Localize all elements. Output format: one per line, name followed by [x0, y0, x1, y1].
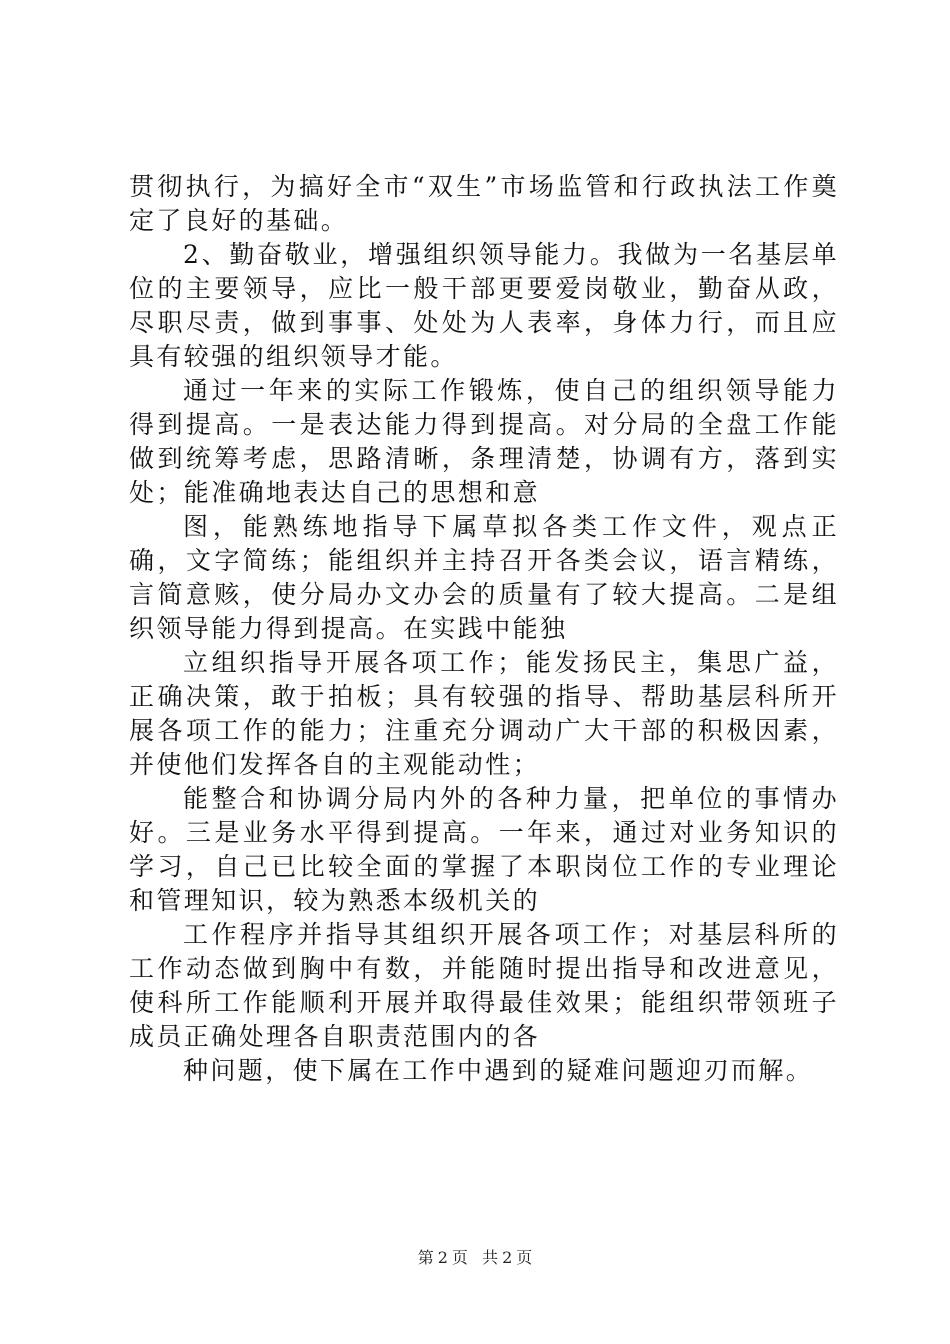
paragraph-4: 图，能熟练地指导下属草拟各类工作文件，观点正确，文字简练；能组织并主持召开各类会议，语言精练，言简意赅，使分局办文办会的质量有了较大提高。二是组织领导能力得到提高。在实践中能独: [129, 512, 839, 643]
paragraph-2: 2、勤奋敬业，增强组织领导能力。我做为一名基层单位的主要领导，应比一般干部更要爱岗敬业，勤奋从政，尽职尽责，做到事事、处处为人表率，身体力行，而且应具有较强的组织领导才能。: [129, 240, 839, 371]
paragraph-1: 贯彻执行，为搞好全市“双生”市场监管和行政执法工作奠定了良好的基础。: [129, 172, 839, 235]
paragraph-8: 种问题，使下属在工作中遇到的疑难问题迎刃而解。: [183, 1056, 814, 1085]
page-label: 第: [417, 1248, 434, 1267]
paragraph-6: 能整合和协调分局内外的各种力量，把单位的事情办好。三是业务水平得到提高。一年来，通过对业务知识的学习，自己已比较全面的掌握了本职岗位工作的专业理论和管理知识，较为熟悉本级机关的: [129, 784, 839, 915]
paragraph-7: 工作程序并指导其组织开展各项工作；对基层科所的工作动态做到胸中有数，并能随时提出指导和改进意见，使科所工作能顺利开展并取得最佳效果；能组织带领班子成员正确处理各自职责范围内的各: [129, 920, 839, 1051]
page-unit: 页: [451, 1248, 468, 1267]
paragraph-5: 立组织指导开展各项工作；能发扬民主，集思广益，正确决策，敢于拍板；具有较强的指导、帮助基层科所开展各项工作的能力；注重充分调动广大干部的积极因素，并使他们发挥各自的主观能动性；: [129, 648, 839, 779]
page-footer: [0, 1245, 950, 1268]
total-label: 共: [482, 1248, 499, 1267]
total-pages: 2: [502, 1248, 513, 1267]
paragraph-3: 通过一年来的实际工作锻炼，使自己的组织领导能力得到提高。一是表达能力得到提高。对分局的全盘工作能做到统筹考虑，思路清晰，条理清楚，协调有方，落到实处；能准确地表达自己的思想和意: [129, 376, 839, 507]
page-number: 2: [437, 1248, 448, 1267]
total-unit: 页: [516, 1248, 533, 1267]
document-body: [129, 170, 839, 1088]
